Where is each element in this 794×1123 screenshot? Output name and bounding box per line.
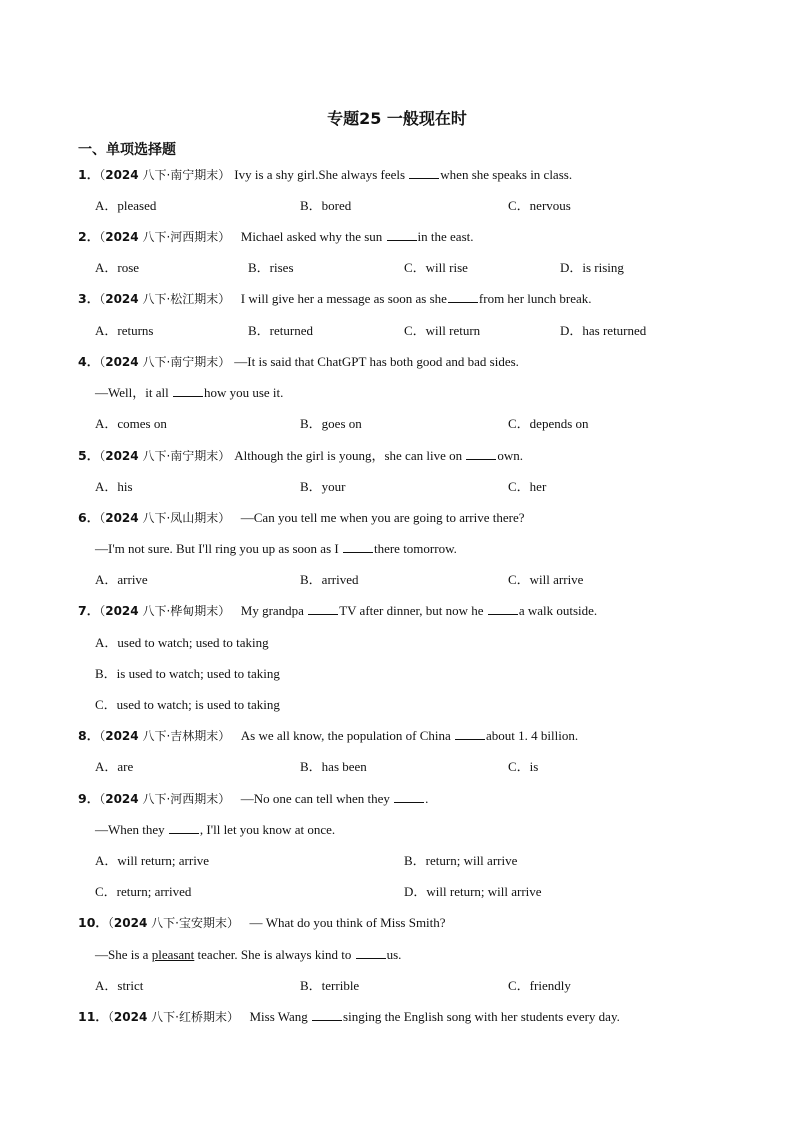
option-a[interactable]: A．used to watch; used to taking [95, 635, 269, 650]
answer-blank [394, 790, 424, 803]
question-stem: —No one can tell when they . [240, 791, 429, 806]
option-a[interactable]: A．are [95, 759, 134, 774]
question-6-reply: —I'm not sure. But I'll ring you up as soon as I there tomorrow. [95, 541, 457, 556]
option-d[interactable]: D．has returned [560, 323, 647, 338]
option-c[interactable]: C．will return [404, 323, 481, 338]
answer-blank [488, 602, 518, 615]
option-a[interactable]: A．returns [95, 323, 154, 338]
question-6 [78, 509, 525, 527]
answer-blank [169, 821, 199, 834]
question-stem: Ivy is a shy girl.She always feels when she speaks in class. [234, 167, 573, 182]
question-source: （2024 八下·南宁期末） [99, 449, 231, 463]
page-title: 专题25 一般现在时 [327, 109, 467, 128]
option-a[interactable]: A．arrive [95, 572, 148, 587]
question-source: （2024 八下·南宁期末） [99, 168, 231, 182]
question-stem: As we all know, the population of China about 1. 4 billion. [240, 728, 579, 743]
question-9-reply: —When they , I'll let you know at once. [95, 822, 336, 837]
option-c[interactable]: C．depends on [508, 416, 589, 431]
question-10-reply: —She is a pleasant teacher. She is always kind to us. [95, 947, 402, 962]
question-source: （2024 八下·红桥期末） [107, 1010, 239, 1024]
option-a[interactable]: A．will return; arrive [95, 853, 210, 868]
question-number: 2． [78, 229, 100, 244]
question-stem: Miss Wang singing the English song with her students every day. [249, 1009, 620, 1024]
question-source: （2024 八下·河西期末） [99, 792, 231, 806]
option-c[interactable]: C．nervous [508, 198, 571, 213]
question-number: 10． [78, 915, 108, 930]
option-b[interactable]: B．returned [248, 323, 313, 338]
option-a[interactable]: A．rose [95, 260, 140, 275]
option-c[interactable]: C．return; arrived [95, 884, 192, 899]
answer-blank [455, 727, 485, 740]
question-11 [78, 1008, 620, 1026]
option-b[interactable]: B．bored [300, 198, 352, 213]
question-stem: Michael asked why the sun in the east. [240, 229, 474, 244]
option-c[interactable]: C．will rise [404, 260, 468, 275]
answer-blank [466, 447, 496, 460]
answer-blank [343, 540, 373, 553]
answer-blank [308, 602, 338, 615]
question-4 [78, 353, 519, 371]
question-number: 6． [78, 510, 100, 525]
question-source: （2024 八下·桦甸期末） [99, 604, 231, 618]
question-number: 1． [78, 167, 100, 182]
answer-blank [409, 166, 439, 179]
question-10 [78, 914, 446, 932]
question-number: 11． [78, 1009, 108, 1024]
question-number: 9． [78, 791, 100, 806]
question-stem: I will give her a message as soon as she from her lunch break. [240, 291, 592, 306]
question-number: 4． [78, 354, 100, 369]
option-c[interactable]: C．is [508, 759, 539, 774]
answer-blank [173, 384, 203, 397]
option-c[interactable]: C．used to watch; is used to taking [95, 697, 280, 712]
question-2 [78, 228, 474, 246]
question-3 [78, 290, 592, 308]
question-8 [78, 727, 578, 745]
question-number: 8． [78, 728, 100, 743]
question-stem: —Can you tell me when you are going to arrive there? [240, 510, 525, 525]
underlined-word: pleasant [151, 947, 195, 962]
question-number: 5． [78, 448, 100, 463]
option-c[interactable]: C．will arrive [508, 572, 584, 587]
question-source: （2024 八下·吉林期末） [99, 729, 231, 743]
option-c[interactable]: C．her [508, 479, 547, 494]
option-b[interactable]: B．terrible [300, 978, 360, 993]
question-number: 3． [78, 291, 100, 306]
option-a[interactable]: A．comes on [95, 416, 167, 431]
question-source: （2024 八下·宝安期末） [107, 916, 239, 930]
question-4-reply: —Well，it all how you use it. [95, 385, 284, 400]
option-b[interactable]: B．has been [300, 759, 367, 774]
answer-blank [312, 1008, 342, 1021]
question-stem: — What do you think of Miss Smith? [249, 915, 446, 930]
answer-blank [387, 228, 417, 241]
option-b[interactable]: B．goes on [300, 416, 362, 431]
answer-blank [356, 946, 386, 959]
question-source: （2024 八下·松江期末） [99, 292, 231, 306]
question-source: （2024 八下·凤山期末） [99, 511, 231, 525]
option-c[interactable]: C．friendly [508, 978, 571, 993]
option-b[interactable]: B．rises [248, 260, 294, 275]
question-9 [78, 790, 428, 808]
question-number: 7． [78, 603, 100, 618]
option-b[interactable]: B．arrived [300, 572, 359, 587]
option-d[interactable]: D．will return; will arrive [404, 884, 542, 899]
answer-blank [448, 290, 478, 303]
question-stem: —It is said that ChatGPT has both good and bad sides. [234, 354, 519, 369]
option-b[interactable]: B．return; will arrive [404, 853, 518, 868]
question-stem: My grandpa TV after dinner, but now he a walk outside. [240, 603, 598, 618]
option-b[interactable]: B．your [300, 479, 346, 494]
question-source: （2024 八下·河西期末） [99, 230, 231, 244]
option-a[interactable]: A．pleased [95, 198, 157, 213]
question-stem: Although the girl is young，she can live on own. [234, 448, 523, 463]
option-d[interactable]: D．is rising [560, 260, 624, 275]
question-source: （2024 八下·南宁期末） [99, 355, 231, 369]
question-1 [78, 166, 572, 184]
question-7 [78, 602, 597, 620]
question-5 [78, 447, 523, 465]
option-b[interactable]: B．is used to watch; used to taking [95, 666, 280, 681]
option-a[interactable]: A．strict [95, 978, 144, 993]
section-heading: 一、单项选择题 [78, 142, 176, 158]
option-a[interactable]: A．his [95, 479, 133, 494]
